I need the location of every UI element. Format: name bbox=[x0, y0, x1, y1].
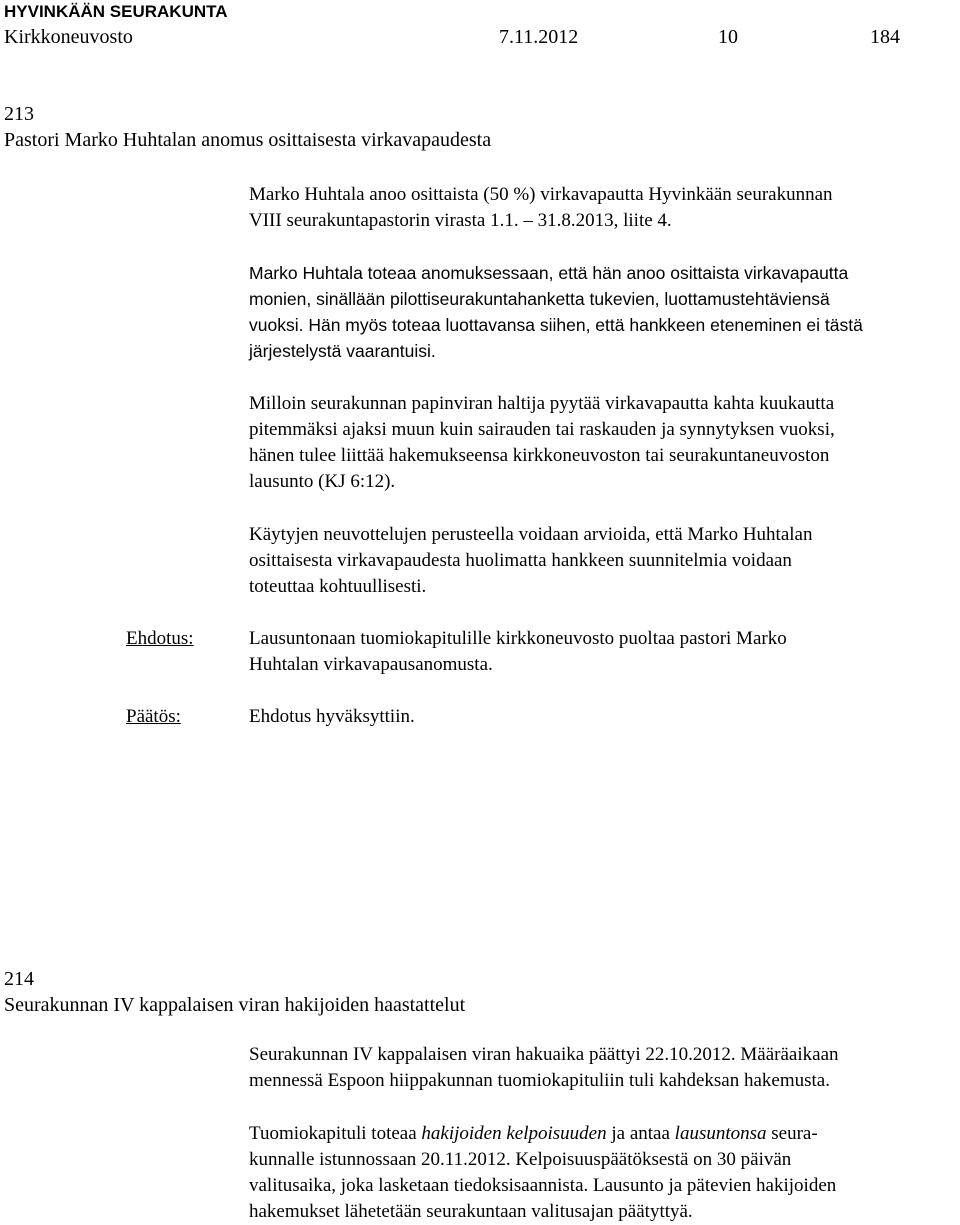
text-line: mennessä Espoon hiippakunnan tuomiokapituliin tuli kahdeksan hakemusta. bbox=[249, 1070, 830, 1091]
text-fragment: ja antaa bbox=[606, 1123, 675, 1144]
section-213-number: 213 bbox=[4, 103, 34, 125]
text-line: hakemukset lähetetään seurakuntaan valitusajan päätyttyä. bbox=[249, 1201, 693, 1222]
text-line: vuoksi. Hän myös toteaa luottavansa siihen, että hankkeen eteneminen ei tästä bbox=[249, 315, 863, 335]
section-213-paragraph-3 bbox=[249, 391, 959, 495]
text-line: lausunto (KJ 6:12). bbox=[249, 471, 396, 492]
organization-name: HYVINKÄÄN SEURAKUNTA bbox=[4, 2, 228, 21]
decision-label: Päätös: bbox=[126, 706, 181, 727]
text-line: toteuttaa kohtuullisesti. bbox=[249, 576, 427, 597]
section-213-paragraph-4 bbox=[249, 522, 959, 600]
decision-text: Ehdotus hyväksyttiin. bbox=[249, 706, 415, 727]
text-line: Huhtalan virkavapausanomusta. bbox=[249, 654, 493, 675]
meeting-date: 7.11.2012 bbox=[499, 26, 579, 48]
text-fragment: seura- bbox=[766, 1123, 818, 1144]
text-line: valitusaika, joka lasketaan tiedoksisaannista. Lausunto ja pätevien hakijoiden bbox=[249, 1175, 837, 1196]
page-number: 10 bbox=[718, 26, 738, 48]
section-214-title: Seurakunnan IV kappalaisen viran hakijoiden haastattelut bbox=[4, 994, 466, 1016]
text-fragment: Tuomiokapituli toteaa bbox=[249, 1123, 422, 1144]
text-line bbox=[249, 1121, 959, 1147]
text-line: kunnalle istunnossaan 20.11.2012. Kelpoisuuspäätöksestä on 30 päivän bbox=[249, 1149, 792, 1170]
document-name: Kirkkoneuvosto bbox=[4, 26, 133, 48]
text-line: osittaisesta virkavapaudesta huolimatta hankkeen suunnitelmia voidaan bbox=[249, 550, 792, 571]
proposal-text bbox=[249, 626, 959, 678]
sequence-number: 184 bbox=[870, 26, 900, 48]
text-line: Seurakunnan IV kappalaisen viran hakuaika päättyi 22.10.2012. Määräaikaan bbox=[249, 1044, 839, 1065]
text-line: VIII seurakuntapastorin virasta 1.1. – 31.8.2013, liite 4. bbox=[249, 210, 672, 231]
section-214-paragraph-2 bbox=[249, 1121, 959, 1225]
text-line: Milloin seurakunnan papinviran haltija pyytää virkavapautta kahta kuukautta bbox=[249, 393, 835, 414]
italic-term-eligibility: hakijoiden kelpoisuuden bbox=[421, 1123, 607, 1144]
section-213-paragraph-2 bbox=[249, 260, 959, 364]
text-line: järjestelystä vaarantuisi. bbox=[249, 341, 436, 361]
text-line: Lausuntonaan tuomiokapitulille kirkkoneuvosto puoltaa pastori Marko bbox=[249, 628, 787, 649]
text-line: monien, sinällään pilottiseurakuntahanketta tukevien, luottamustehtäviensä bbox=[249, 289, 830, 309]
text-line: Käytyjen neuvottelujen perusteella voidaan arvioida, että Marko Huhtalan bbox=[249, 524, 813, 545]
italic-term-statement: lausuntonsa bbox=[674, 1123, 767, 1144]
text-line: Marko Huhtala toteaa anomuksessaan, että hän anoo osittaista virkavapautta bbox=[249, 263, 849, 283]
section-214-number: 214 bbox=[4, 968, 34, 990]
proposal-label: Ehdotus: bbox=[126, 628, 194, 649]
section-214-paragraph-1 bbox=[249, 1042, 959, 1094]
section-213-title: Pastori Marko Huhtalan anomus osittaisesta virkavapaudesta bbox=[4, 129, 492, 151]
section-213-paragraph-1 bbox=[249, 182, 959, 234]
text-line: Marko Huhtala anoo osittaista (50 %) virkavapautta Hyvinkään seurakunnan bbox=[249, 184, 833, 205]
text-line: pitemmäksi ajaksi muun kuin sairauden tai raskauden ja synnytyksen vuoksi, bbox=[249, 419, 835, 440]
text-line: hänen tulee liittää hakemukseensa kirkkoneuvoston tai seurakuntaneuvoston bbox=[249, 445, 830, 466]
